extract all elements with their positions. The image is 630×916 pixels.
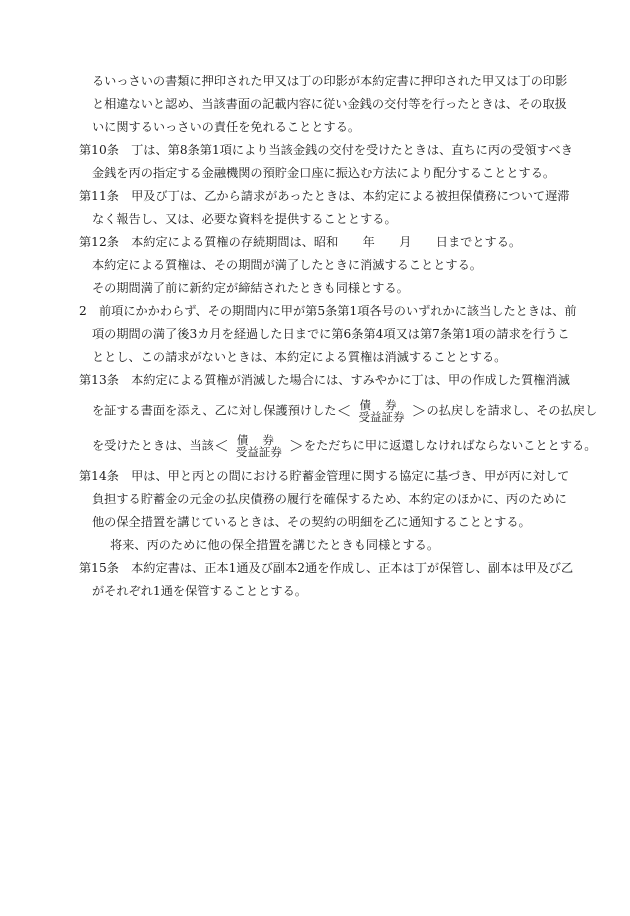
close-bracket: ＞	[411, 402, 427, 420]
text-line: るいっさいの書類に押印された甲又は丁の印影が本約定書に押印された甲又は丁の印影	[92, 74, 568, 88]
article-14-heading-line: 第14条 甲は、甲と丙との間における貯蓄金管理に関する協定に基づき、甲が丙に対して	[79, 469, 570, 483]
text-line: 将来、丙のために他の保全措置を講じたときも同様とする。	[110, 538, 440, 552]
text-line: と相違ないと認め、当該書面の記載内容に従い金銭の交付等を行ったときは、その取扱	[92, 97, 567, 111]
text-line: 金銭を丙の指定する金融機関の預貯金口座に振込む方法により配分することとする。	[92, 166, 556, 180]
text-line: 他の保全措置を講じているときは、その契約の明細を乙に通知することとする。	[92, 515, 531, 529]
text-segment: を受けたときは、当該	[92, 438, 214, 453]
text-line: いに関するいっさいの責任を免れることとする。	[92, 120, 361, 134]
open-bracket: ＜	[213, 437, 229, 455]
text-segment: を証する書面を添え、乙に対し保護預けした	[92, 403, 337, 418]
stacked-term-top: 債券	[359, 398, 411, 412]
close-bracket: ＞	[288, 437, 304, 455]
stacked-term-top: 債券	[236, 433, 288, 447]
stacked-term	[230, 434, 288, 458]
text-line-with-stacked-term	[92, 399, 597, 423]
text-line: その期間満了前に新約定が締結されたときも同様とする。	[92, 281, 409, 295]
text-segment: の払戻しを請求し、その払戻し	[426, 403, 598, 418]
paragraph-2-line: 2 前項にかかわらず、その期間内に甲が第5条第1項各号のいずれかに該当したときは、前	[79, 304, 577, 318]
stacked-term	[353, 399, 411, 423]
text-line-with-stacked-term	[92, 434, 596, 458]
text-line: がそれぞれ1通を保管することとする。	[92, 584, 307, 598]
stacked-term-bottom: 受益証券	[358, 410, 405, 424]
article-10-heading-line: 第10条 丁は、第8条第1項により当該金銭の交付を受けたときは、直ちに丙の受領すべき	[79, 143, 573, 157]
article-12-heading-line: 第12条 本約定による質権の存続期間は、昭和 年 月 日までとする。	[79, 235, 522, 249]
stacked-term-bottom: 受益証券	[235, 445, 282, 459]
text-line: ととし、この請求がないときは、本約定による質権は消滅することとする。	[92, 350, 507, 364]
text-line: 本約定による質権は、その期間が満了したときに消滅することとする。	[92, 258, 482, 272]
article-11-heading-line: 第11条 甲及び丁は、乙から請求があったときは、本約定による被担保債務について遅滞	[79, 189, 570, 203]
text-line: 項の期間の満了後3カ月を経過した日までに第6条第4項又は第7条第1項の請求を行うこ	[92, 327, 570, 341]
text-line: 負担する貯蓄金の元金の払戻債務の履行を確保するため、本約定のほかに、丙のために	[92, 492, 567, 506]
open-bracket: ＜	[336, 402, 352, 420]
text-line: なく報告し、又は、必要な資料を提供することとする。	[92, 212, 397, 226]
article-15-heading-line: 第15条 本約定書は、正本1通及び副本2通を作成し、正本は丁が保管し、副本は甲及び乙	[79, 561, 574, 575]
article-13-heading-line: 第13条 本約定による質権が消滅した場合には、すみやかに丁は、甲の作成した質権消滅	[79, 373, 570, 387]
text-segment: をただちに甲に返還しなければならないこととする。	[303, 438, 597, 453]
